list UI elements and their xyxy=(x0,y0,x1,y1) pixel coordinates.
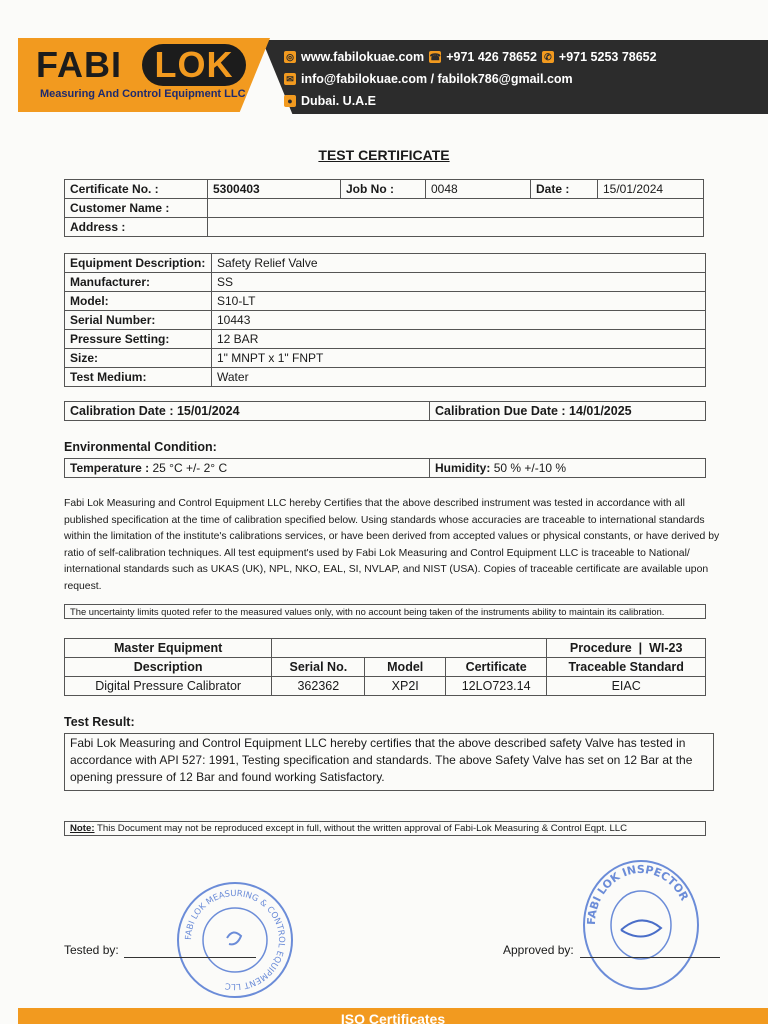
company-logo xyxy=(30,44,234,88)
equipment-label: Serial Number: xyxy=(65,311,212,330)
equipment-row xyxy=(65,292,706,311)
col-description: Description xyxy=(65,658,272,677)
address-value xyxy=(208,218,704,237)
environment-table xyxy=(64,458,706,478)
uncertainty-note: The uncertainty limits quoted refer to the measured values only, with no account being taken of the instruments ability to maintain its calibration. xyxy=(64,604,706,619)
procedure-value: WI-23 xyxy=(649,641,683,655)
globe-icon: ◎ xyxy=(284,51,296,63)
footer-band xyxy=(18,1008,768,1024)
table-row xyxy=(65,677,706,696)
equipment-label: Manufacturer: xyxy=(65,273,212,292)
reproduction-note xyxy=(64,821,706,836)
equipment-label: Size: xyxy=(65,349,212,368)
mobile-icon: ✆ xyxy=(542,51,554,63)
equipment-value: SS xyxy=(212,273,706,292)
cert-no-label: Certificate No. : xyxy=(65,180,208,199)
temperature-cell xyxy=(65,459,430,478)
equipment-value: Safety Relief Valve xyxy=(212,254,706,273)
note-label: Note: xyxy=(70,823,95,834)
contact-line-web xyxy=(284,50,657,64)
mail-icon: ✉ xyxy=(284,73,296,85)
phone1-text: +971 426 78652 xyxy=(446,50,537,64)
equipment-value: 10443 xyxy=(212,311,706,330)
row-model: XP2I xyxy=(365,677,446,696)
phone-icon: ☎ xyxy=(429,52,441,62)
equipment-row xyxy=(65,330,706,349)
equipment-value: 1" MNPT x 1" FNPT xyxy=(212,349,706,368)
note-text: This Document may not be reproduced except in full, without the written approval of Fabi-Lok Measuring & Control Eqpt. LLC xyxy=(94,823,628,834)
col-certificate: Certificate xyxy=(445,658,546,677)
certification-statement: Fabi Lok Measuring and Control Equipment LLC hereby Certifies that the above described instrument was tested in accordance with all published specification at the time of calibration specified below. Using standards whose accuracies are traceable to international standards within the limitation of the institute's calibrations services, or have been derived from accepted values or physical constants, or have derived by ratio of self-calibration techniques. All test equipment's used by Fabi Lok Measuring and Control Equipment LLC is traceable to National/ international standards such as UKAS (UK), NPL, NKO, EAL, SI, NVLAP, and NIST (USA). Copies of traceable certificate are available upon request. xyxy=(64,498,720,592)
equipment-value: S10-LT xyxy=(212,292,706,311)
approved-by-label: Approved by: xyxy=(503,943,574,957)
contact-line-location xyxy=(284,94,376,108)
environment-heading: Environmental Condition: xyxy=(64,440,217,454)
contact-line-email xyxy=(284,72,573,86)
row-serial: 362362 xyxy=(272,677,365,696)
equipment-label: Model: xyxy=(65,292,212,311)
company-seal-graphic xyxy=(179,884,291,996)
equipment-row xyxy=(65,273,706,292)
calibration-date: Calibration Date : 15/01/2024 xyxy=(65,402,430,421)
location-text: Dubai. U.A.E xyxy=(301,94,377,108)
temperature-value: 25 °C +/- 2° C xyxy=(152,461,228,475)
certificate-info-table xyxy=(64,179,704,237)
address-label: Address : xyxy=(65,218,208,237)
equipment-value: Water xyxy=(212,368,706,387)
master-equipment-blank xyxy=(272,639,547,658)
email-text: info@fabilokuae.com / fabilok786@gmail.com xyxy=(301,72,573,86)
equipment-label: Pressure Setting: xyxy=(65,330,212,349)
document-title: TEST CERTIFICATE xyxy=(318,147,450,163)
col-model: Model xyxy=(365,658,446,677)
phone2-text: +971 5253 78652 xyxy=(558,50,657,64)
equipment-value: 12 BAR xyxy=(212,330,706,349)
equipment-label: Test Medium: xyxy=(65,368,212,387)
location-pin-icon: ● xyxy=(284,95,296,107)
logo-text-lok: LOK xyxy=(142,44,246,86)
procedure-cell: Procedure | WI-23 xyxy=(547,639,706,658)
inspector-stamp xyxy=(583,860,699,990)
equipment-row xyxy=(65,368,706,387)
customer-label: Customer Name : xyxy=(65,199,208,218)
website-text: www.fabilokuae.com xyxy=(301,50,425,64)
company-seal-stamp xyxy=(177,882,293,998)
calibration-due-date: Calibration Due Date : 14/01/2025 xyxy=(430,402,706,421)
humidity-label: Humidity: xyxy=(435,461,491,475)
master-equipment-header: Master Equipment xyxy=(65,639,272,658)
tested-by-signature-line xyxy=(124,957,256,958)
humidity-cell xyxy=(430,459,706,478)
equipment-table xyxy=(64,253,706,387)
row-certificate: 12LO723.14 xyxy=(445,677,546,696)
inspector-stamp-text: FABI LOK INSPECTOR xyxy=(585,862,691,926)
job-no-value: 0048 xyxy=(426,180,531,199)
equipment-label: Equipment Description: xyxy=(65,254,212,273)
master-equipment-table xyxy=(64,638,706,696)
test-result-heading: Test Result: xyxy=(64,715,135,729)
equipment-row xyxy=(65,254,706,273)
logo-text-fabi: FABI xyxy=(36,44,123,85)
svg-text:FABI LOK MEASURING & CONTROL E xyxy=(184,889,286,991)
company-seal-text: FABI LOK MEASURING & CONTROL EQUIPMENT LLC xyxy=(183,888,287,992)
job-no-label: Job No : xyxy=(341,180,426,199)
svg-text:FABI LOK INSPECTOR xyxy=(585,863,691,925)
procedure-label: Procedure xyxy=(569,641,632,655)
equipment-row xyxy=(65,349,706,368)
test-result-text: Fabi Lok Measuring and Control Equipment LLC hereby certifies that the above described safety Valve has tested in accordance with API 527: 1991, Testing specification and standards. The above Safety Valve has set on 12 Bar at the opening pressure of 12 Bar and found working Satisfactory. xyxy=(64,733,714,791)
col-traceable: Traceable Standard xyxy=(547,658,706,677)
row-description: Digital Pressure Calibrator xyxy=(65,677,272,696)
calibration-table xyxy=(64,401,706,421)
customer-value xyxy=(208,199,704,218)
tested-by-label: Tested by: xyxy=(64,943,119,957)
footer-text: ISO Certificates xyxy=(340,1011,446,1024)
temperature-label: Temperature : xyxy=(70,461,150,475)
col-serial: Serial No. xyxy=(272,658,365,677)
humidity-value: 50 % +/-10 % xyxy=(493,461,567,475)
approved-by-signature-line xyxy=(580,957,720,958)
cert-no-value: 5300403 xyxy=(208,180,341,199)
inspector-stamp-graphic xyxy=(585,862,697,988)
date-value: 15/01/2024 xyxy=(598,180,704,199)
row-traceable: EIAC xyxy=(547,677,706,696)
equipment-row xyxy=(65,311,706,330)
date-label: Date : xyxy=(531,180,598,199)
company-tagline: Measuring And Control Equipment LLC xyxy=(40,88,246,100)
